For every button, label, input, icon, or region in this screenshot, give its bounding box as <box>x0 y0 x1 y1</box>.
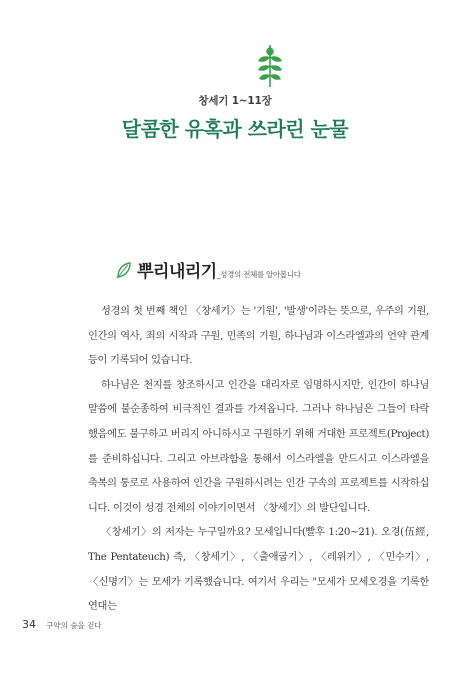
chapter-label: 창세기 1~11장 <box>198 95 272 107</box>
body-text <box>88 300 429 620</box>
leaf-icon <box>116 261 132 279</box>
paragraph: 성경의 첫 번째 책인 〈창세기〉는 '기원', '발생'이라는 뜻으로, 우주의 기원, 인간의 역사, 죄의 시작과 구원, 민족의 기원, 하나님과 이스라엘과의 언약 관계 등이 기록되어 있습니다. <box>88 306 429 367</box>
running-book-title: 구약의 숲을 걷다 <box>46 621 102 630</box>
paragraph: 하나님은 천지를 창조하시고 인간을 대리자로 임명하시지만, 인간이 하나님 말씀에 불순종하여 비극적인 결과를 가져옵니다. 그러나 하나님은 그들이 타락했음에도 불구하고 버리지 아니하시고 구원하기 위해 거대한 프로젝트(Project)를 준비하십니다. 그리고 아브라함을 통해서 이스라엘을 만드시고 이스라엘을 축복의 통로로 사용하여 인간을 구원하시려는 인간 구속의 프로젝트를 시작하십니다. 이것이 성경 전체의 이야기이면서 〈창세기〉의 발단입니다. <box>88 379 429 514</box>
leaf-sprig-icon <box>255 42 285 88</box>
section-heading <box>116 257 301 282</box>
page-footer <box>22 613 102 632</box>
page-title: 달콤한 유혹과 쓰라린 눈물 <box>121 117 349 141</box>
section-subtitle: _성경의 전체를 알아봅니다 <box>216 270 301 279</box>
page-number: 34 <box>22 618 36 631</box>
paragraph: 〈창세기〉의 저자는 누구일까요? 모세입니다(빨후 1:20~21). 오경(伍經, The Pentateuch) 즉, 〈창세기〉, 〈출애굽기〉, 〈레위기〉, 〈민수기〉, 〈신명기〉는 모세가 기록했습니다. 여기서 우리는 "모세가 모세오경을 기록한 연대는 <box>88 527 429 613</box>
section-title: 뿌리내리기 <box>137 262 217 282</box>
